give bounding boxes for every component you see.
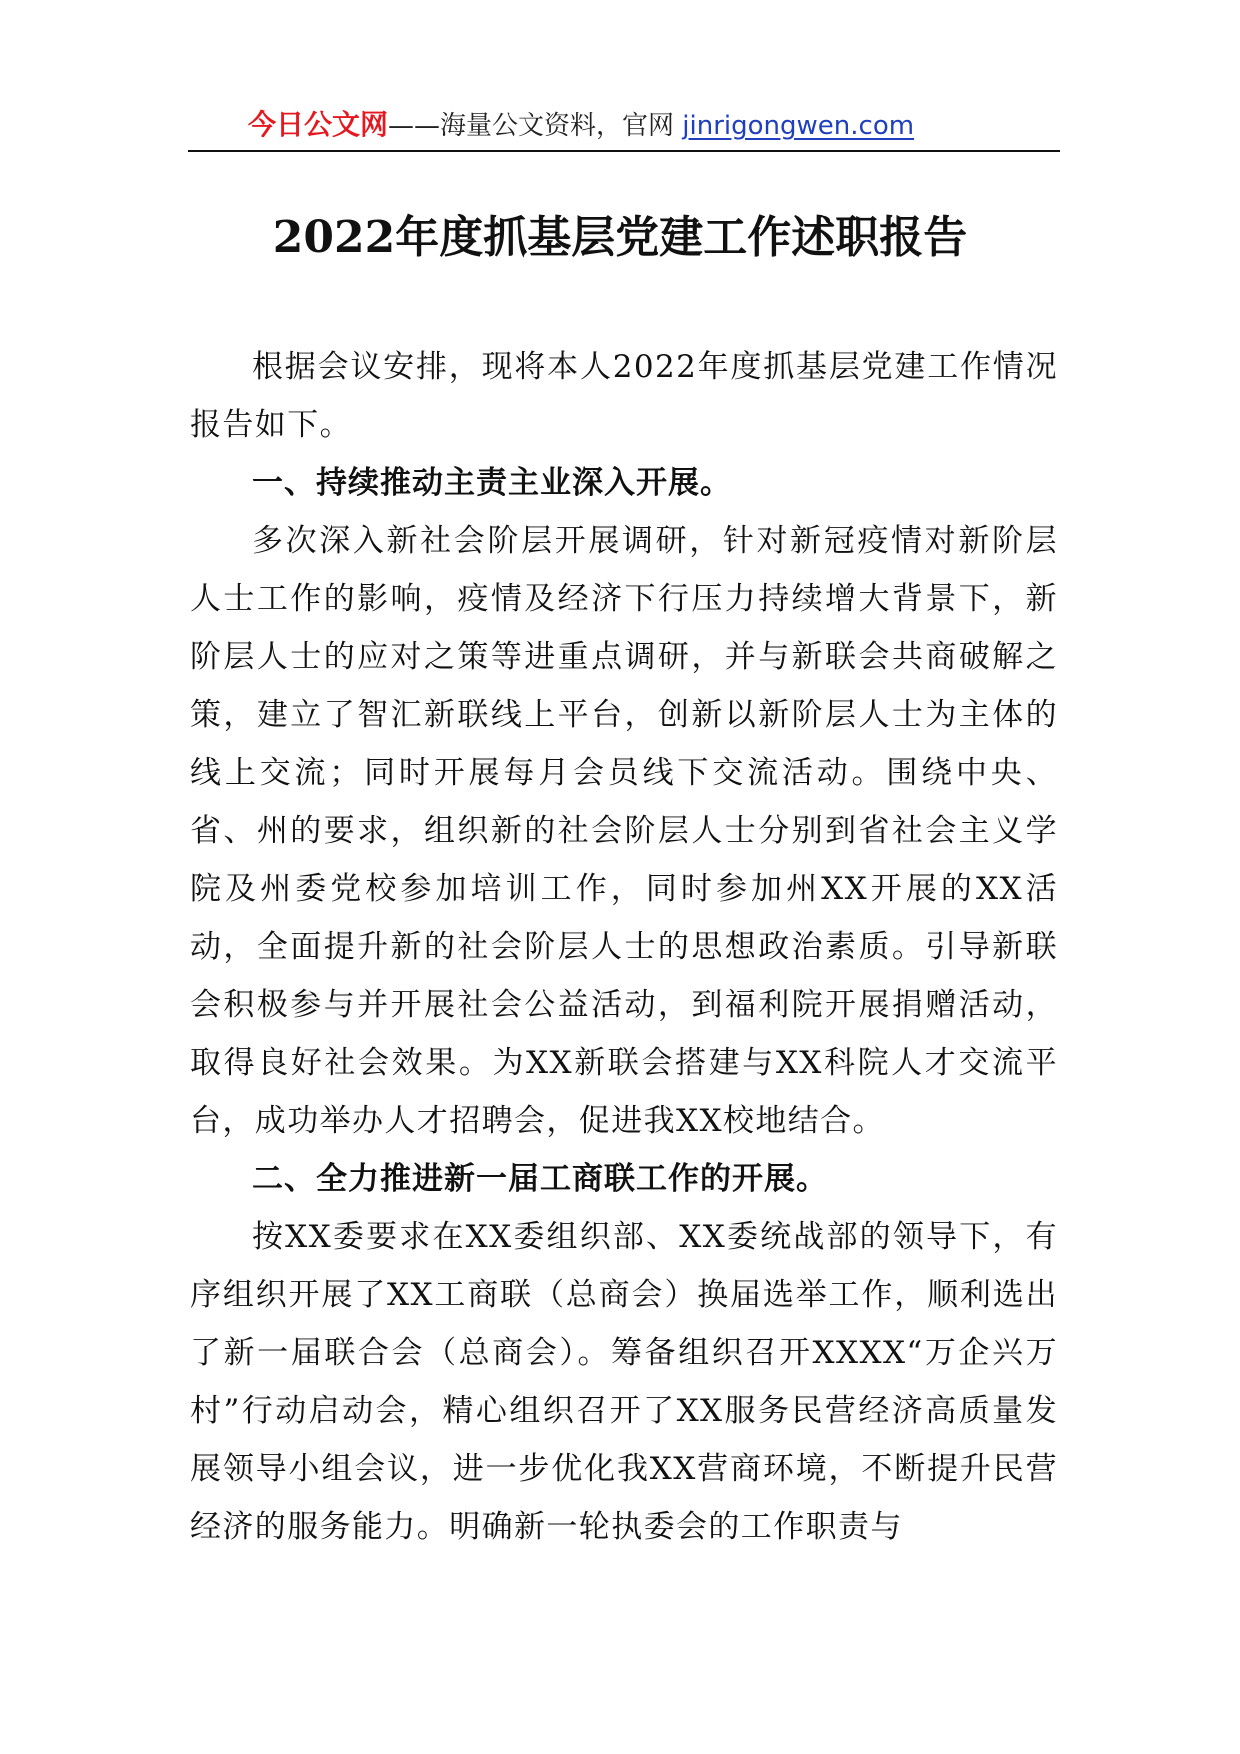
section-2-paragraph: 按XX委要求在XX委组织部、XX委统战部的领导下，有序组织开展了XX工商联（总商会）换届选举工作，顺利选出了新一届联合会（总商会）。筹备组织召开XXXX“万企兴万村”行动启动会，精心组织召开了XX服务民营经济高质量发展领导小组会议，进一步优化我XX营商环境，不断提升民营经济的服务能力。明确新一轮执委会的工作职责与 (190, 1219, 1058, 1545)
intro-paragraph: 根据会议安排，现将本人2022年度抓基层党建工作情况报告如下。 (190, 349, 1058, 443)
section-1-heading: 一、持续推动主责主业深入开展。 (252, 465, 732, 501)
site-brand[interactable]: 今日公文网 (248, 108, 389, 141)
site-tagline: ——海量公文资料，官网 (388, 111, 683, 141)
header-line (248, 108, 914, 143)
document-title: 2022年度抓基层党建工作述职报告 (272, 212, 968, 263)
document-body (190, 338, 1058, 1556)
section-2-heading: 二、全力推进新一届工商联工作的开展。 (252, 1161, 828, 1197)
site-url-link[interactable]: jinrigongwen.com (682, 111, 915, 141)
site-header (188, 104, 1060, 152)
section-1-paragraph: 多次深入新社会阶层开展调研，针对新冠疫情对新阶层人士工作的影响，疫情及经济下行压力持续增大背景下，新阶层人士的应对之策等进重点调研，并与新联会共商破解之策，建立了智汇新联线上平台，创新以新阶层人士为主体的线上交流；同时开展每月会员线下交流活动。围绕中央、省、州的要求，组织新的社会阶层人士分别到省社会主义学院及州委党校参加培训工作，同时参加州XX开展的XX活动，全面提升新的社会阶层人士的思想政治素质。引导新联会积极参与并开展社会公益活动，到福利院开展捐赠活动，取得良好社会效果。为XX新联会搭建与XX科院人才交流平台，成功举办人才招聘会，促进我XX校地结合。 (190, 523, 1058, 1139)
